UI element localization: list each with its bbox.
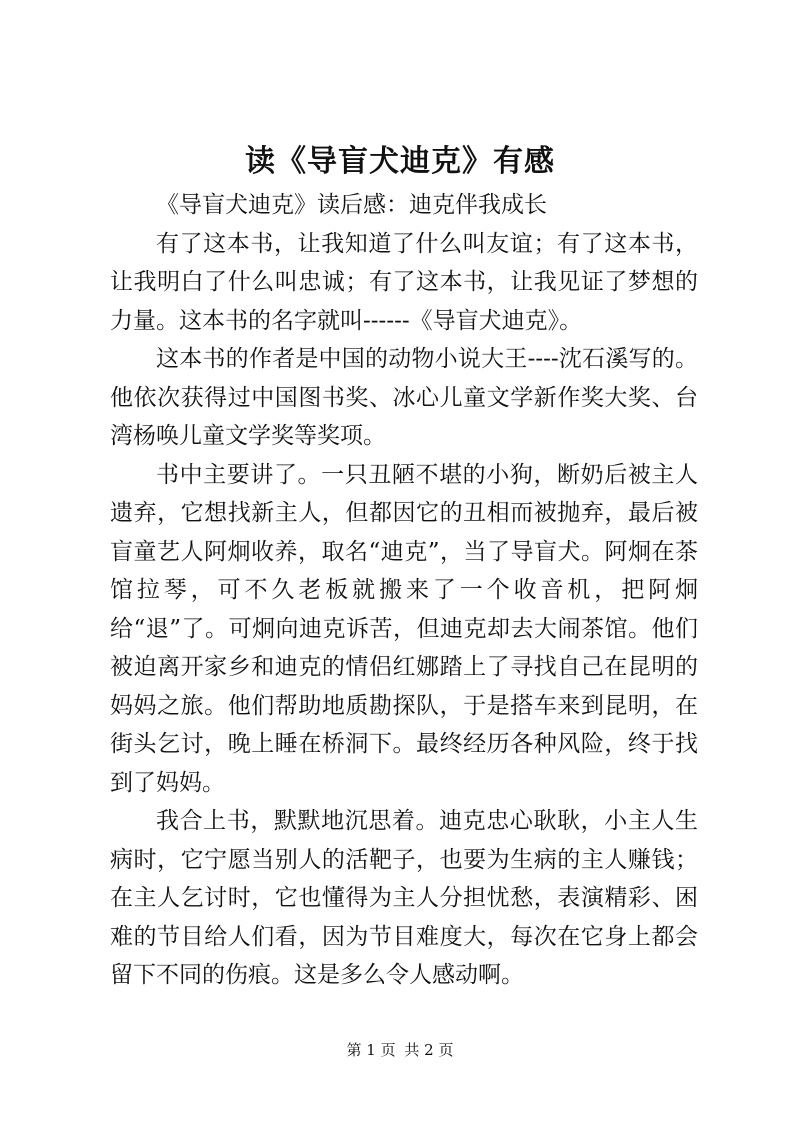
paragraph-3: 书中主要讲了。一只丑陋不堪的小狗，断奶后被主人遗弃，它想找新主人，但都因它的丑相而被抛弃，最后被盲童艺人阿炯收养，取名“迪克”，当了导盲犬。阿炯在茶馆拉琴，可不久老板就搬来了一个收音机，把阿炯给“退”了。可炯向迪克诉苦，但迪克却去大闹茶馆。他们被迫离开家乡和迪克的情侣红娜踏上了寻找自己在昆明的妈妈之旅。他们帮助地质勘探队，于是搭车来到昆明，在街头乞讨，晚上睡在桥洞下。最终经历各种风险，终于找到了妈妈。	[110, 461, 698, 796]
paragraph-1: 有了这本书，让我知道了什么叫友谊；有了这本书，让我明白了什么叫忠诚；有了这本书，让我见证了梦想的力量。这本书的名字就叫------《导盲犬迪克》。	[110, 230, 698, 334]
paragraph-2: 这本书的作者是中国的动物小说大王----沈石溪写的。他依次获得过中国图书奖、冰心儿童文学新作奖大奖、台湾杨唤儿童文学奖等奖项。	[110, 346, 698, 449]
subtitle-paragraph: 《导盲犬迪克》读后感：迪克伴我成长	[156, 192, 547, 218]
paragraph-4: 我合上书，默默地沉思着。迪克忠心耿耿，小主人生病时，它宁愿当别人的活靶子，也要为生病的主人赚钱；在主人乞讨时，它也懂得为主人分担忧愁，表演精彩、困难的节目给人们看，因为节目难度大，每次在它身上都会留下不同的伤痕。这是多么令人感动啊。	[110, 808, 698, 988]
page-total: 共 2 页	[404, 1041, 454, 1059]
document-body	[110, 186, 698, 995]
page-footer	[0, 1040, 800, 1060]
page-number: 第 1 页	[346, 1041, 396, 1059]
document-title: 读《导盲犬迪克》有感	[245, 144, 555, 179]
